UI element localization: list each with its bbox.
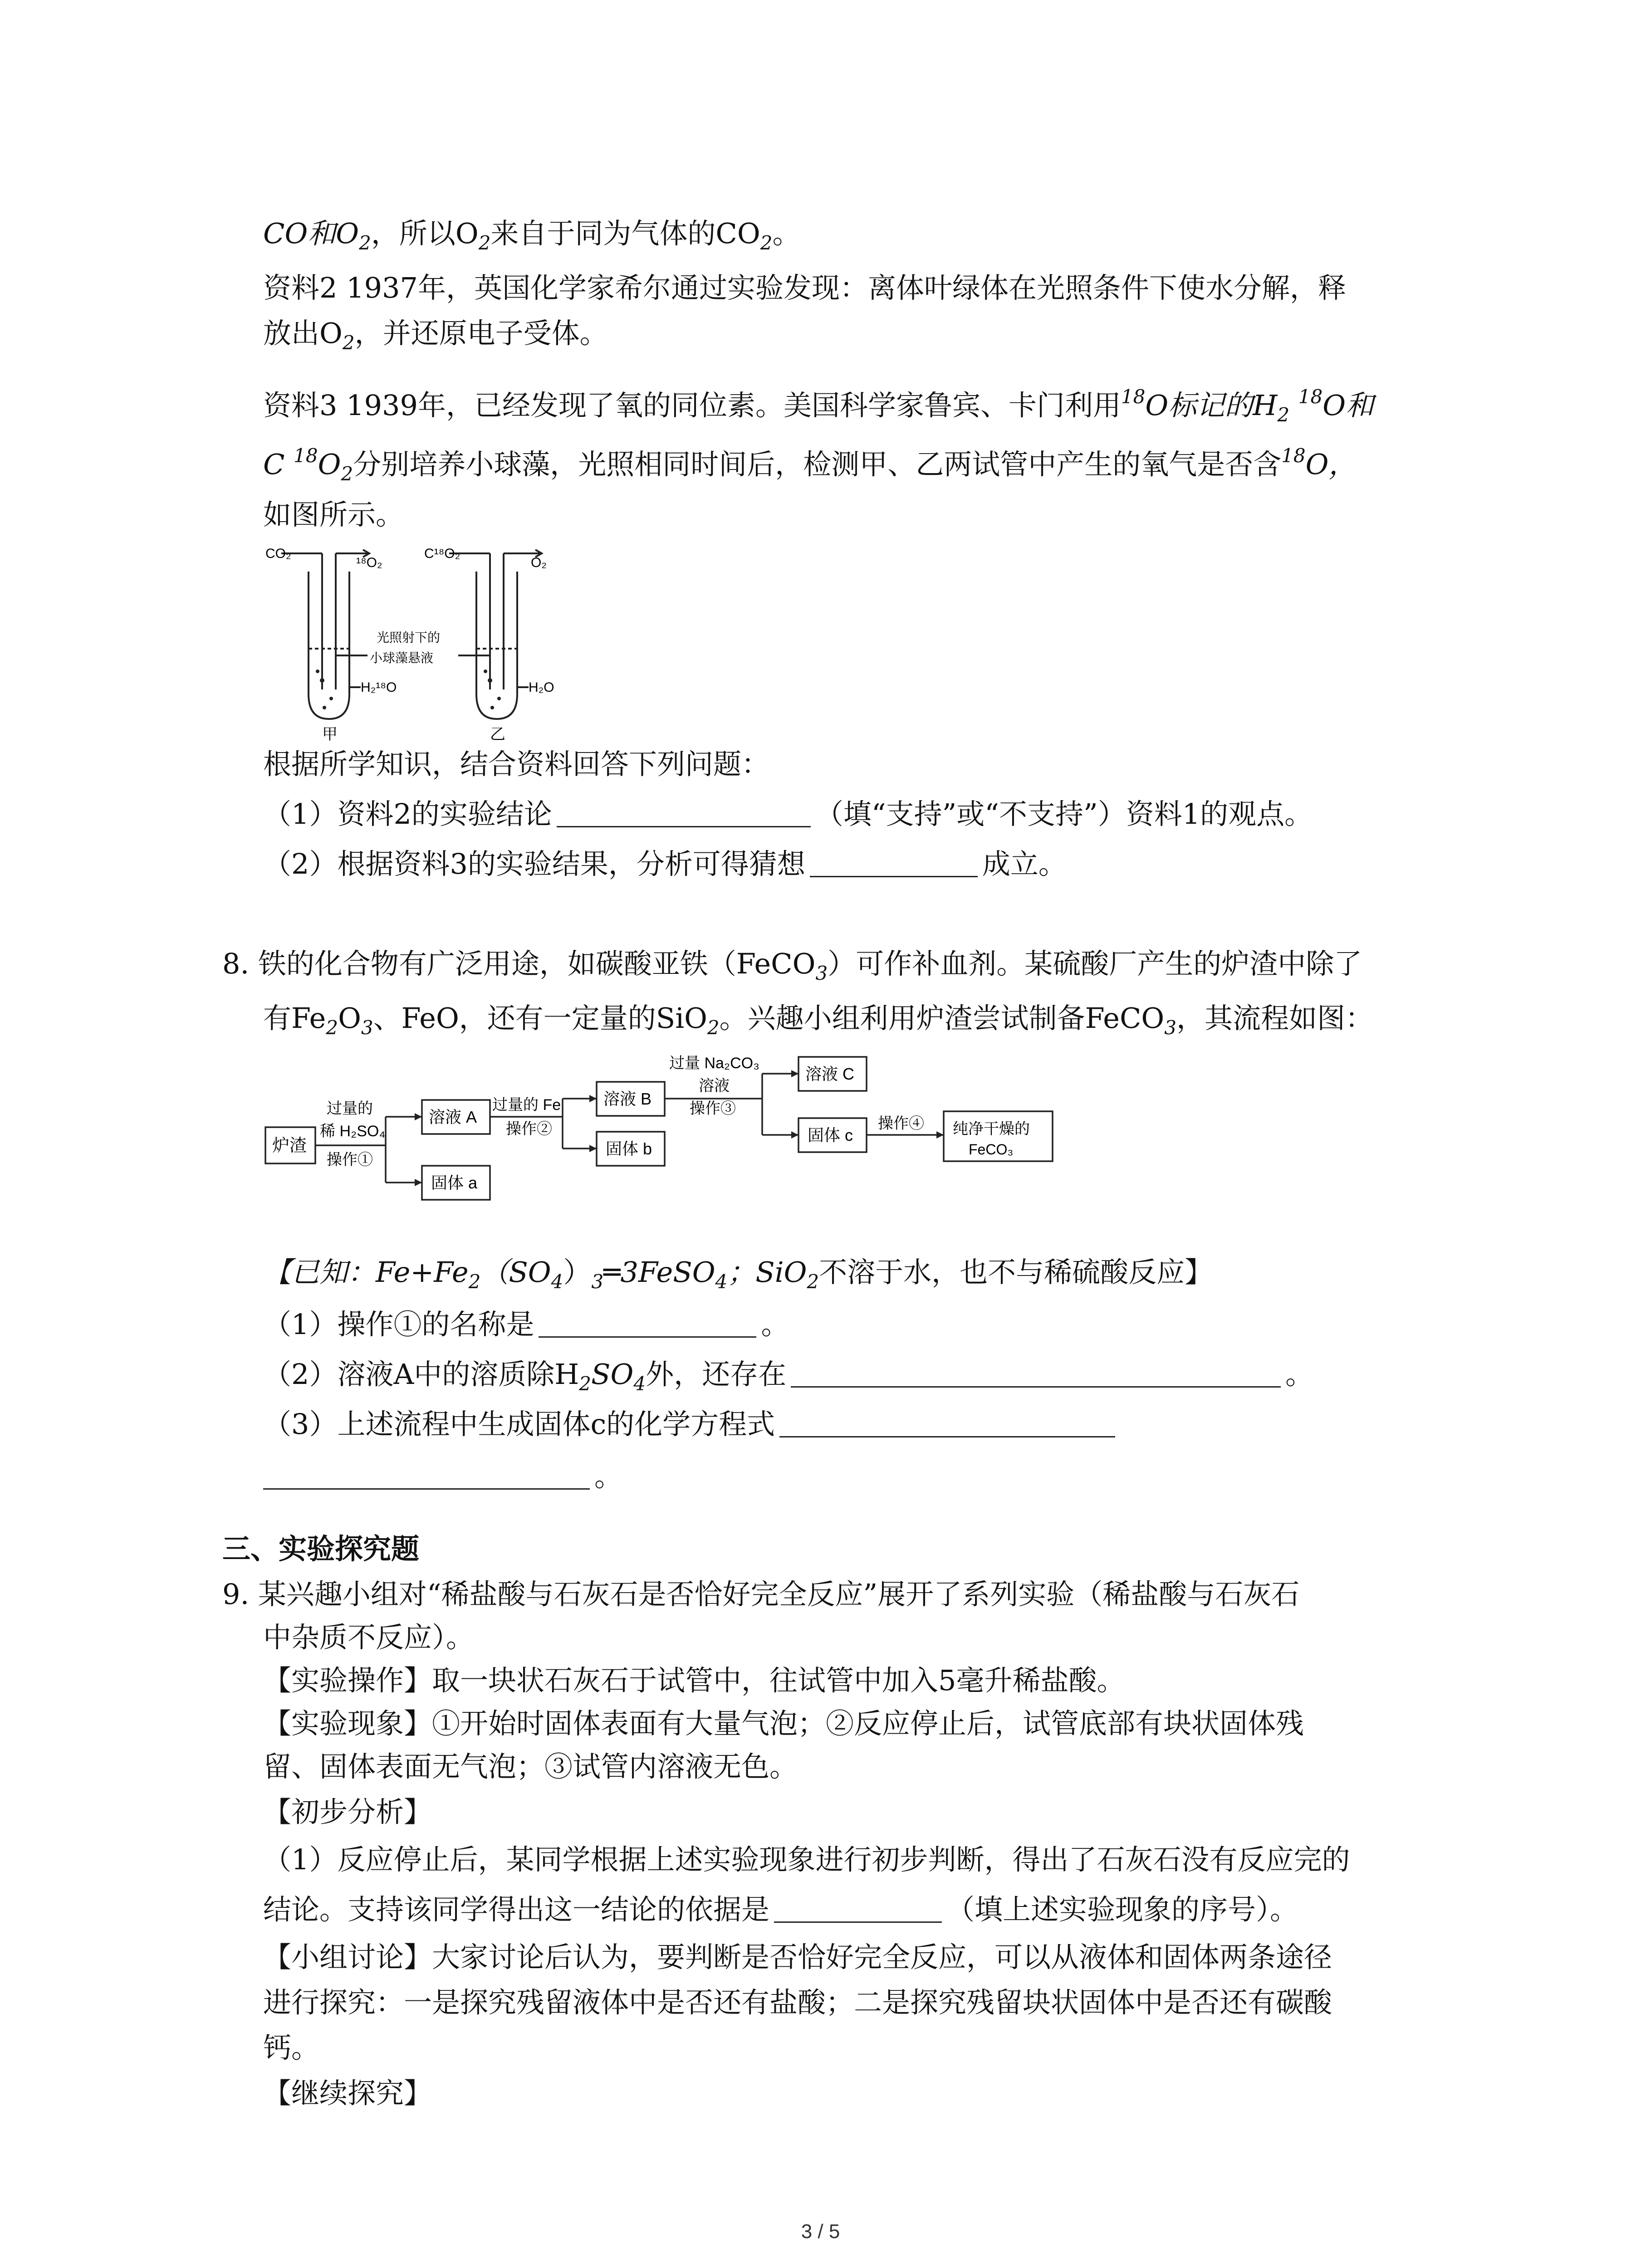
q9-line9: 【小组讨论】大家讨论后认为，要判断是否恰好完全反应，可以从液体和固体两条途径	[263, 1941, 1332, 1974]
subscript: 3	[361, 1017, 373, 1039]
subscript: 2	[359, 232, 371, 254]
text: （1）资料2的实验结论	[263, 797, 552, 831]
text: （2）根据资料3的实验结果，分析可得猜想	[263, 847, 805, 880]
subscript: 2	[579, 1373, 592, 1395]
text: ，并还原电子受体。	[354, 317, 608, 350]
text: （1）操作①的名称是	[263, 1308, 534, 1341]
tube-left-name: 甲	[322, 726, 338, 743]
superscript: 18	[1298, 386, 1323, 408]
text: 来自于同为气体的CO	[490, 217, 760, 250]
text: 。	[594, 1460, 623, 1493]
q9-line4: 【实验现象】①开始时固体表面有大量气泡；②反应停止后，试管底部有块状固体残	[263, 1707, 1304, 1740]
q9-line2: 中杂质不反应）。	[263, 1621, 475, 1654]
superscript: 18	[1121, 386, 1146, 408]
subscript: 2	[478, 232, 491, 254]
answer-blank-q8-2[interactable]	[791, 1358, 1281, 1388]
known-reaction	[263, 1252, 1213, 1302]
subscript: 2	[807, 1271, 819, 1293]
h2-18o-label: H₂¹⁸O	[361, 680, 397, 695]
subscript: 3	[1164, 1017, 1176, 1039]
text: CO和O	[263, 217, 359, 250]
co2-label: CO₂	[265, 546, 291, 561]
tube-right-name: 乙	[490, 726, 505, 743]
text: （填“支持”或“不支持”）资料1的观点。	[815, 797, 1313, 831]
answer-blank-q7-1[interactable]	[557, 798, 811, 827]
subscript: 4	[715, 1271, 728, 1293]
text: O标记的H	[1145, 389, 1278, 422]
page-number: 3 / 5	[801, 2220, 840, 2243]
subscript: 2	[760, 232, 773, 254]
bubbles	[316, 670, 501, 709]
text: O和	[1323, 389, 1374, 422]
text: ）可作补血剂。某硫酸厂产生的炉渣中除了	[828, 947, 1362, 980]
q9-line6: 【初步分析】	[263, 1795, 432, 1828]
q9-line10: 进行探究：一是探究残留液体中是否还有盐酸；二是探究残留块状固体中是否还有碳酸	[263, 1986, 1332, 2019]
subscript: 2	[707, 1017, 720, 1039]
flow-solid-a: 固体 a	[431, 1173, 478, 1192]
q8-part3-cont	[263, 1456, 622, 1497]
flow-slag: 炉渣	[272, 1136, 307, 1155]
text: 。	[761, 1308, 789, 1341]
q9-line11: 钙。	[263, 2031, 320, 2064]
q7-part1	[263, 794, 1313, 835]
answer-blank-q7-2[interactable]	[810, 848, 978, 877]
text: ）	[563, 1256, 592, 1289]
text: 8. 铁的化合物有广泛用途，如碳酸亚铁（FeCO	[222, 947, 816, 980]
material3-line3: 如图所示。	[263, 498, 404, 531]
c18o2-label: C¹⁸O₂	[424, 546, 460, 561]
text: 结论。支持该同学得出这一结论的依据是	[263, 1893, 770, 1926]
flow-step1-c: 操作①	[327, 1151, 373, 1168]
answer-blank-q8-3a[interactable]	[779, 1408, 1115, 1437]
section-3-heading: 三、实验探究题	[222, 1532, 420, 1565]
q7-intro: 根据所学知识，结合资料回答下列问题：	[263, 748, 770, 781]
answer-blank-q8-1[interactable]	[539, 1308, 756, 1338]
text: （SO	[480, 1256, 551, 1289]
text: ，其流程如图：	[1176, 1002, 1373, 1035]
flow-step1-b: 稀 H₂SO₄	[320, 1123, 386, 1140]
subscript: 2	[468, 1271, 481, 1293]
subscript: 4	[633, 1373, 646, 1395]
tube-right	[476, 572, 517, 719]
material3-line1	[263, 376, 1374, 435]
text: 外，还存在	[646, 1358, 787, 1391]
text: （填上述实验现象的序号）。	[946, 1893, 1298, 1926]
text: O	[318, 448, 341, 481]
text: 。	[772, 217, 801, 250]
flow-product-b: FeCO₃	[969, 1141, 1014, 1158]
text: ，所以O	[371, 217, 479, 250]
q9-line7: （1）反应停止后，某同学根据上述实验现象进行初步判断，得出了石灰石没有反应完的	[263, 1843, 1350, 1876]
h2o-label: H₂O	[529, 680, 554, 695]
q8-line2	[263, 998, 1373, 1048]
text: 分别培养小球藻，光照相同时间后，检测甲、乙两试管中产生的氧气是否含	[353, 448, 1282, 481]
flow-solution-b: 溶液 B	[603, 1090, 652, 1108]
subscript: 3	[815, 962, 828, 984]
text: ；SiO	[727, 1256, 807, 1289]
subscript: 2	[1277, 404, 1290, 426]
o18-out-label: ¹⁸O₂	[356, 555, 382, 570]
text: （2）溶液A中的溶质除H	[263, 1358, 579, 1391]
answer-blank-q8-3b[interactable]	[263, 1460, 590, 1490]
flow-step2-b: 操作②	[506, 1120, 552, 1138]
text: C	[263, 448, 294, 481]
text: 资料3 1939年，已经发现了氧的同位素。美国科学家鲁宾、卡门利用	[263, 389, 1121, 422]
superscript: 18	[294, 445, 318, 467]
text: ═3FeSO	[603, 1256, 715, 1289]
tube-left	[309, 572, 349, 719]
text: （3）上述流程中生成固体c的化学方程式	[263, 1408, 775, 1441]
q9-line12: 【继续探究】	[263, 2077, 432, 2110]
q9-line3: 【实验操作】取一块状石灰石于试管中，往试管中加入5毫升稀盐酸。	[263, 1664, 1125, 1697]
subscript: 2	[342, 332, 355, 354]
material2-line1: 资料2 1937年，英国化学家希尔通过实验发现：离体叶绿体在光照条件下使水分解，释	[263, 271, 1346, 304]
text: O	[338, 1002, 361, 1035]
text: 。兴趣小组利用炉渣尝试制备FeCO	[719, 1002, 1165, 1035]
q9-line5: 留、固体表面无气泡；③试管内溶液无色。	[263, 1750, 798, 1783]
flow-step4: 操作④	[878, 1115, 924, 1132]
text: 、FeO，还有一定量的SiO	[373, 1002, 707, 1035]
q7-part2	[263, 844, 1067, 885]
q8-part2	[263, 1354, 1313, 1404]
q8-part3	[263, 1404, 1120, 1445]
flow-solution-a: 溶液 A	[429, 1108, 477, 1126]
flow-arrows	[415, 1070, 944, 1186]
text: 成立。	[982, 847, 1067, 880]
tube-experiment-figure	[263, 544, 599, 744]
text: O，	[1305, 448, 1357, 481]
text: 放出O	[263, 317, 343, 350]
text: 不溶于水，也不与稀硫酸反应】	[819, 1256, 1213, 1289]
text: 有Fe	[263, 1002, 326, 1035]
flow-step3-b: 溶液	[699, 1077, 730, 1095]
flow-solid-c: 固体 c	[808, 1126, 853, 1144]
flow-step3-c: 操作③	[690, 1100, 736, 1117]
subscript: 4	[551, 1271, 563, 1293]
material3-line2	[263, 435, 1357, 494]
flow-step2-a: 过量的 Fe	[492, 1096, 561, 1114]
material1-conclusion	[263, 213, 800, 264]
text: 【已知：Fe+Fe	[263, 1256, 469, 1289]
flow-product-a: 纯净干燥的	[953, 1120, 1030, 1138]
q9-line1: 9. 某兴趣小组对“稀盐酸与石灰石是否恰好完全反应”展开了系列实验（稀盐酸与石灰石	[222, 1578, 1300, 1611]
material2-line2	[263, 313, 608, 363]
q8-part1	[263, 1304, 789, 1345]
subscript: 3	[591, 1271, 604, 1293]
flow-step3-a: 过量 Na₂CO₃	[669, 1055, 759, 1072]
suspension-label-1: 光照射下的	[377, 631, 441, 645]
text: SO	[591, 1358, 634, 1391]
suspension-label-2: 小球藻悬液	[370, 651, 434, 665]
q8-line1	[222, 943, 1362, 994]
subscript: 2	[326, 1017, 338, 1039]
subscript: 2	[341, 463, 353, 485]
flow-chart	[263, 1048, 1098, 1238]
flow-solution-c: 溶液 C	[805, 1065, 855, 1083]
superscript: 18	[1281, 445, 1306, 467]
text: 。	[1285, 1358, 1314, 1391]
answer-blank-q9-1[interactable]	[774, 1893, 942, 1923]
flow-solid-b: 固体 b	[606, 1139, 652, 1158]
q9-line8	[263, 1889, 1298, 1930]
o2-out-label: O₂	[531, 555, 547, 570]
flow-step1-a: 过量的	[327, 1100, 373, 1117]
